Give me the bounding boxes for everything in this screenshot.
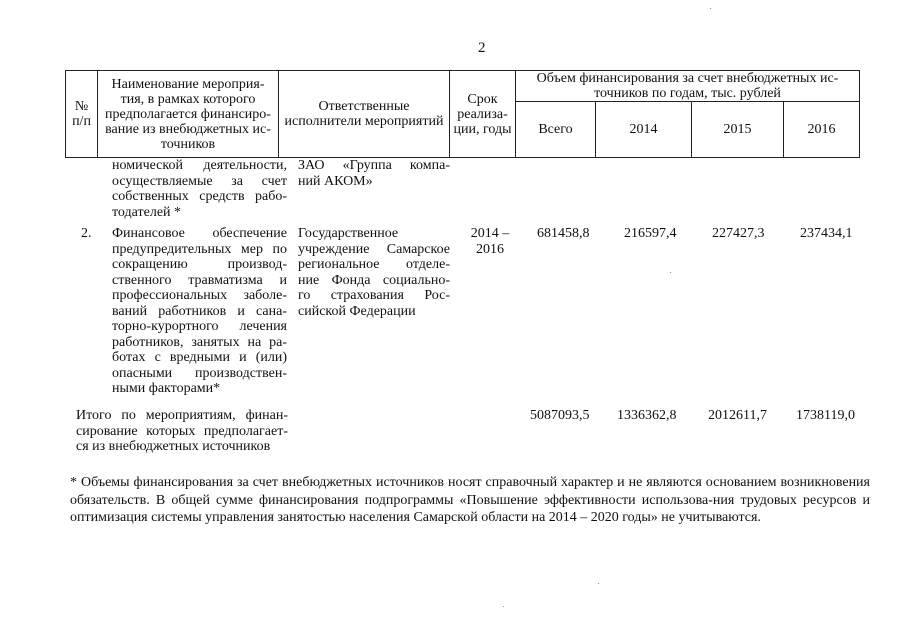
row1-name-line: осуществляемые за счет	[112, 173, 287, 189]
row2-executor	[298, 226, 450, 319]
header-2014: 2014	[596, 102, 692, 158]
total-label	[76, 408, 288, 455]
scan-speck	[598, 583, 599, 584]
total-label-line: ся из внебюджетных источников	[76, 439, 271, 454]
header-total: Всего	[516, 102, 596, 158]
row2-period-start: 2014 –	[470, 226, 510, 241]
row2-2014: 216597,4	[624, 226, 677, 241]
row2-2016: 237434,1	[800, 226, 853, 241]
row2-name-line: ваний работников и сана-	[112, 303, 287, 319]
total-sum: 5087093,5	[530, 408, 590, 423]
row2-name-line: ными факторами*	[112, 381, 221, 396]
total-2015: 2012611,7	[708, 408, 767, 423]
row2-name-line: предупредительных мер по	[112, 241, 287, 257]
row1-name-line: номической деятельности,	[112, 158, 287, 173]
scan-speck	[710, 8, 711, 9]
header-executors: Ответственные исполнители мероприятий	[279, 71, 450, 158]
scan-speck	[503, 606, 504, 607]
row1-executor	[298, 158, 450, 189]
page-number: 2	[478, 40, 486, 56]
row2-name-line: профессиональных заболе-	[112, 288, 287, 303]
row1-name-line: тодателей *	[112, 204, 182, 220]
header-2016: 2016	[784, 102, 860, 158]
row1-exec-line: ний АКОМ»	[298, 173, 373, 189]
header-number: № п/п	[66, 71, 98, 158]
row2-exec-line: Государственное	[298, 226, 399, 241]
scan-speck	[670, 272, 671, 273]
row2-name-line: ботах с вредными и (или)	[112, 350, 287, 365]
row2-number: 2.	[81, 226, 92, 241]
total-label-line: Итого по мероприятиям, финан-	[76, 408, 288, 423]
row1-exec-line: ЗАО «Группа компа-	[298, 158, 450, 173]
funding-table-header	[65, 70, 860, 158]
row2-period-end: 2016	[476, 241, 504, 257]
row2-total: 681458,8	[537, 226, 590, 241]
total-label-line: сирование которых предполагает-	[76, 423, 288, 439]
row2-exec-line: сийской Федерации	[298, 303, 416, 319]
row1-name-line: собственных средств рабо-	[112, 189, 287, 204]
row2-exec-line: го страхования Рос-	[298, 288, 450, 303]
row2-event-name	[112, 226, 287, 397]
header-funding: Объем финансирования за счет внебюджетных ис-точников по годам, тыс. рублей	[516, 71, 860, 102]
row2-name-line: торно-курортного лечения	[112, 319, 287, 334]
total-2016: 1738119,0	[796, 408, 855, 423]
row2-name-line: опасными производствен-	[112, 365, 287, 381]
header-event-name: Наименование мероприя-тия, в рамках которого предполагается финансиро-вание из внебюджетных ис-точников	[98, 71, 279, 158]
row2-exec-line: региональное отделе-	[298, 257, 450, 272]
total-2014: 1336362,8	[617, 408, 677, 423]
row2-exec-line: ние Фонда социально-	[298, 272, 450, 288]
footnote: * Объемы финансирования за счет внебюджетных источников носят справочный характер и не являются основанием возникновения обязательств. В общей сумме финансирования подпрограммы «Повышение эффективности использова-ния трудовых ресурсов и оптимизация системы управления занятостью населения Самарской области на 2014 – 2020 годы» не учитываются.	[70, 475, 870, 525]
header-2015: 2015	[692, 102, 784, 158]
row2-period	[466, 226, 514, 257]
row1-event-name	[112, 158, 287, 220]
row2-exec-line: учреждение Самарское	[298, 241, 450, 257]
row2-name-line: сокращению производ-	[112, 257, 287, 272]
row2-name-line: Финансовое обеспечение	[112, 226, 287, 241]
row2-name-line: работников, занятых на ра-	[112, 334, 287, 350]
row2-name-line: ственного травматизма и	[112, 272, 287, 288]
header-period: Срок реализа-ции, годы	[450, 71, 516, 158]
row2-2015: 227427,3	[712, 226, 765, 241]
